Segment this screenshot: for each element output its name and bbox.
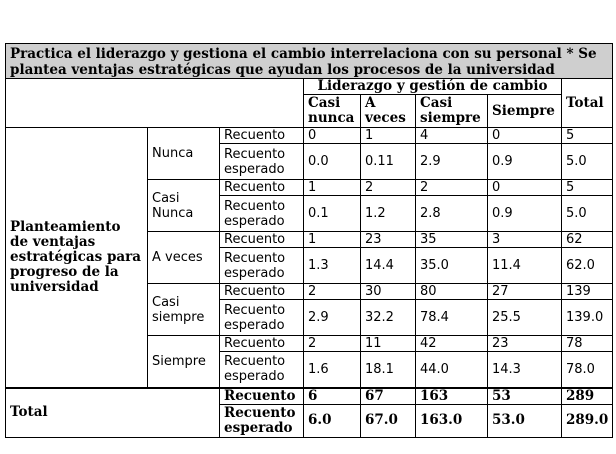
expected-cell: 18.1 (361, 352, 416, 388)
expected-cell: 1.2 (361, 196, 416, 232)
stat-label-count: Recuento (220, 180, 304, 196)
expected-cell: 5.0 (562, 144, 613, 180)
expected-cell: 44.0 (416, 352, 488, 388)
expected-cell: 14.4 (361, 248, 416, 284)
count-cell: 139 (562, 284, 613, 300)
count-cell: 2 (304, 336, 361, 352)
expected-cell: 1.3 (304, 248, 361, 284)
column-group-header: Liderazgo y gestión de cambio (304, 79, 562, 95)
column-header-casi-nunca: Casi nunca (304, 95, 361, 128)
row-label: Siempre (148, 336, 220, 388)
stat-label-expected: Recuento esperado (220, 300, 304, 336)
count-cell: 27 (488, 284, 562, 300)
total-stat-label-count: Recuento (220, 388, 304, 405)
row-label: Casi siempre (148, 284, 220, 336)
count-cell: 2 (416, 180, 488, 196)
total-count-cell: 163 (416, 388, 488, 405)
stat-label-expected: Recuento esperado (220, 352, 304, 388)
count-cell: 2 (361, 180, 416, 196)
total-expected-cell: 6.0 (304, 404, 361, 437)
count-cell: 5 (562, 180, 613, 196)
count-cell: 23 (361, 232, 416, 248)
row-label: Nunca (148, 128, 220, 180)
total-column-header: Total (562, 79, 613, 128)
stat-label-expected: Recuento esperado (220, 248, 304, 284)
stat-label-expected: Recuento esperado (220, 144, 304, 180)
expected-cell: 0.1 (304, 196, 361, 232)
total-row-label: Total (6, 388, 220, 438)
row-group-label: Planteamiento de ventajas estratégicas para progreso de la universidad (6, 128, 148, 388)
crosstab-table (5, 43, 613, 438)
total-expected-cell: 163.0 (416, 404, 488, 437)
total-count-cell: 67 (361, 388, 416, 405)
expected-cell: 78.0 (562, 352, 613, 388)
row-label: Casi Nunca (148, 180, 220, 232)
count-cell: 1 (304, 180, 361, 196)
expected-cell: 1.6 (304, 352, 361, 388)
count-cell: 1 (361, 128, 416, 144)
expected-cell: 5.0 (562, 196, 613, 232)
expected-cell: 35.0 (416, 248, 488, 284)
expected-cell: 0.9 (488, 196, 562, 232)
expected-cell: 11.4 (488, 248, 562, 284)
total-stat-label-expected: Recuento esperado (220, 404, 304, 437)
expected-cell: 0.9 (488, 144, 562, 180)
count-cell: 23 (488, 336, 562, 352)
count-cell: 2 (304, 284, 361, 300)
count-cell: 5 (562, 128, 613, 144)
stat-label-count: Recuento (220, 232, 304, 248)
count-cell: 4 (416, 128, 488, 144)
total-count-cell: 289 (562, 388, 613, 405)
stat-label-count: Recuento (220, 128, 304, 144)
count-cell: 42 (416, 336, 488, 352)
expected-cell: 0.0 (304, 144, 361, 180)
corner-cell (6, 79, 304, 128)
expected-cell: 2.8 (416, 196, 488, 232)
expected-cell: 14.3 (488, 352, 562, 388)
count-cell: 0 (488, 180, 562, 196)
expected-cell: 62.0 (562, 248, 613, 284)
expected-cell: 78.4 (416, 300, 488, 336)
column-header-casi-siempre: Casi siempre (416, 95, 488, 128)
expected-cell: 25.5 (488, 300, 562, 336)
column-header-a-veces: A veces (361, 95, 416, 128)
total-count-cell: 53 (488, 388, 562, 405)
stat-label-count: Recuento (220, 336, 304, 352)
count-cell: 0 (488, 128, 562, 144)
count-cell: 0 (304, 128, 361, 144)
count-cell: 78 (562, 336, 613, 352)
total-expected-cell: 53.0 (488, 404, 562, 437)
stat-label-expected: Recuento esperado (220, 196, 304, 232)
count-cell: 3 (488, 232, 562, 248)
table-title: Practica el liderazgo y gestiona el cambio interrelaciona con su personal * Se plantea ventajas estratégicas que ayudan los procesos de la universidad (6, 44, 613, 79)
count-cell: 35 (416, 232, 488, 248)
count-cell: 80 (416, 284, 488, 300)
count-cell: 30 (361, 284, 416, 300)
total-expected-cell: 289.0 (562, 404, 613, 437)
count-cell: 11 (361, 336, 416, 352)
count-cell: 1 (304, 232, 361, 248)
count-cell: 62 (562, 232, 613, 248)
expected-cell: 0.11 (361, 144, 416, 180)
expected-cell: 2.9 (304, 300, 361, 336)
expected-cell: 139.0 (562, 300, 613, 336)
expected-cell: 32.2 (361, 300, 416, 336)
stat-label-count: Recuento (220, 284, 304, 300)
column-header-siempre: Siempre (488, 95, 562, 128)
row-label: A veces (148, 232, 220, 284)
expected-cell: 2.9 (416, 144, 488, 180)
total-expected-cell: 67.0 (361, 404, 416, 437)
total-count-cell: 6 (304, 388, 361, 405)
